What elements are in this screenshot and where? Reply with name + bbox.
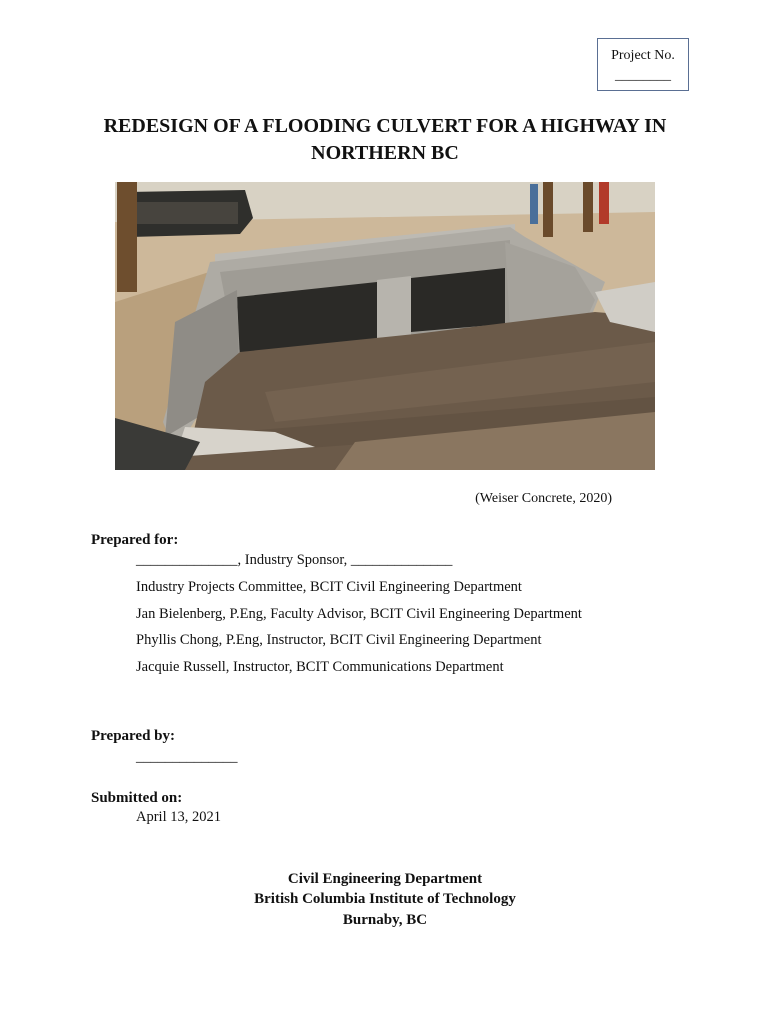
- footer-department: Civil Engineering Department: [287, 871, 483, 887]
- title-line-2: NORTHERN BC: [311, 142, 459, 164]
- prepared-by-heading: Prepared by:: [91, 728, 176, 744]
- project-number-blank[interactable]: ________: [615, 68, 671, 83]
- submitted-on-heading: Submitted on:: [91, 790, 183, 806]
- prepared-for-heading: Prepared for:: [91, 532, 179, 548]
- footer-institute: British Columbia Institute of Technology: [254, 891, 516, 907]
- project-number-label: Project No.: [611, 48, 675, 63]
- footer-location: Burnaby, BC: [342, 912, 428, 928]
- culvert-photo: [115, 182, 655, 470]
- title-line-1: REDESIGN OF A FLOODING CULVERT FOR A HIGHWAY IN: [103, 115, 667, 137]
- prepared-for-line-2: Industry Projects Committee, BCIT Civil Engineering Department: [136, 579, 522, 595]
- project-number-box: [597, 38, 689, 91]
- submitted-on-date: April 13, 2021: [136, 809, 221, 825]
- prepared-for-line-5: Jacquie Russell, Instructor, BCIT Communications Department: [136, 659, 504, 675]
- photo-caption: (Weiser Concrete, 2020): [475, 491, 612, 506]
- prepared-by-blank[interactable]: ______________: [136, 749, 238, 765]
- report-title: [40, 113, 730, 167]
- prepared-for-line-3: Jan Bielenberg, P.Eng, Faculty Advisor, BCIT Civil Engineering Department: [136, 606, 582, 622]
- prepared-for-line-4: Phyllis Chong, P.Eng, Instructor, BCIT Civil Engineering Department: [136, 632, 542, 648]
- prepared-for-line-1: ______________, Industry Sponsor, ______________: [136, 552, 453, 568]
